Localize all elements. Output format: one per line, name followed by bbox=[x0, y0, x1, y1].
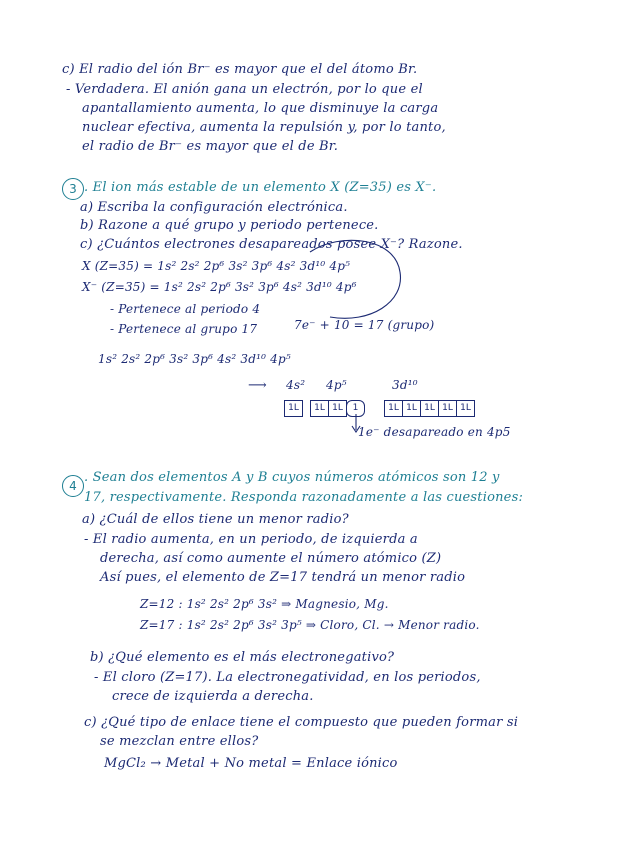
question-3-part-a: a) Escriba la configuración electrónica. bbox=[80, 200, 348, 215]
config-x-minus: X⁻ (Z=35) = 1s² 2s² 2p⁶ 3s² 3p⁶ 4s² 3d¹⁰ 4p⁶ bbox=[82, 280, 357, 294]
part-c-answer: MgCl₂ → Metal + No metal = Enlace iónico bbox=[104, 756, 398, 771]
arrow-to-orbitals: ⟶ bbox=[248, 378, 267, 393]
part-b-line2: crece de izquierda a derecha. bbox=[112, 689, 314, 704]
orbital-box: 1L bbox=[328, 400, 347, 417]
part-c-line2: se mezclan entre ellos? bbox=[100, 734, 259, 749]
orbital-box: 1L bbox=[420, 400, 439, 417]
question-4-number: 4 bbox=[62, 475, 84, 497]
part-a-line3: Así pues, el elemento de Z=17 tendrá un menor radio bbox=[100, 570, 466, 585]
question-4-part-c: c) ¿Qué tipo de enlace tiene el compuesto que pueden formar si bbox=[84, 715, 519, 730]
config-z17: Z=17 : 1s² 2s² 2p⁶ 3s² 3p⁵ ⇒ Cloro, Cl. → Menor radio. bbox=[140, 618, 480, 632]
periodo-note: - Pertenece al periodo 4 bbox=[110, 302, 261, 316]
orbital-box: 1L bbox=[310, 400, 329, 417]
grupo-calculation: 7e⁻ + 10 = 17 (grupo) bbox=[294, 318, 435, 332]
question-3-part-b: b) Razone a qué grupo y periodo pertenece. bbox=[80, 218, 379, 233]
section-c-line1: - Verdadera. El anión gana un electrón, por lo que el bbox=[66, 82, 423, 97]
grupo-note: - Pertenece al grupo 17 bbox=[110, 322, 258, 336]
orbital-box: 1L bbox=[384, 400, 403, 417]
question-4-part-b: b) ¿Qué elemento es el más electronegativo? bbox=[90, 650, 395, 665]
highlight-loop bbox=[300, 232, 420, 332]
orbital-box: 1L bbox=[456, 400, 475, 417]
orbital-box-unpaired: 1 bbox=[346, 400, 365, 417]
orbital-boxes-4s bbox=[284, 400, 303, 417]
section-c-line3: nuclear efectiva, aumenta la repulsión y, por lo tanto, bbox=[82, 120, 446, 135]
orbital-box: 1L bbox=[284, 400, 303, 417]
orbital-box: 1L bbox=[402, 400, 421, 417]
question-4-statement-1: . Sean dos elementos A y B cuyos números atómicos son 12 y bbox=[84, 470, 500, 485]
part-b-line1: - El cloro (Z=17). La electronegatividad, en los periodos, bbox=[94, 670, 481, 685]
question-4-part-a: a) ¿Cuál de ellos tiene un menor radio? bbox=[82, 512, 349, 527]
unpaired-note: 1e⁻ desapareado en 4p5 bbox=[358, 425, 511, 439]
question-3-number: 3 bbox=[62, 178, 84, 200]
question-4-statement-2: 17, respectivamente. Responda razonadamente a las cuestiones: bbox=[84, 490, 524, 505]
section-c-line2: apantallamiento aumenta, lo que disminuye la carga bbox=[82, 101, 439, 116]
part-a-line2: derecha, así como aumente el número atómico (Z) bbox=[100, 551, 442, 566]
part-a-line1: - El radio aumenta, en un periodo, de izquierda a bbox=[84, 532, 418, 547]
section-c-line4: el radio de Br⁻ es mayor que el de Br. bbox=[82, 139, 339, 154]
orbital-label-4p: 4p⁵ bbox=[326, 378, 347, 392]
orbital-boxes-3d bbox=[384, 400, 474, 417]
orbital-label-4s: 4s² bbox=[286, 378, 306, 392]
orbital-label-3d: 3d¹⁰ bbox=[392, 378, 418, 392]
config-x: X (Z=35) = 1s² 2s² 2p⁶ 3s² 3p⁶ 4s² 3d¹⁰ 4p⁵ bbox=[82, 259, 351, 273]
orbital-box: 1L bbox=[438, 400, 457, 417]
section-c-title: c) El radio del ión Br⁻ es mayor que el del átomo Br. bbox=[62, 62, 418, 77]
config-full: 1s² 2s² 2p⁶ 3s² 3p⁶ 4s² 3d¹⁰ 4p⁵ bbox=[98, 352, 291, 366]
question-3-part-c: c) ¿Cuántos electrones desapareados posee X⁻? Razone. bbox=[80, 237, 463, 252]
question-3-statement: . El ion más estable de un elemento X (Z=35) es X⁻. bbox=[84, 180, 437, 195]
config-z12: Z=12 : 1s² 2s² 2p⁶ 3s² ⇒ Magnesio, Mg. bbox=[140, 597, 389, 611]
